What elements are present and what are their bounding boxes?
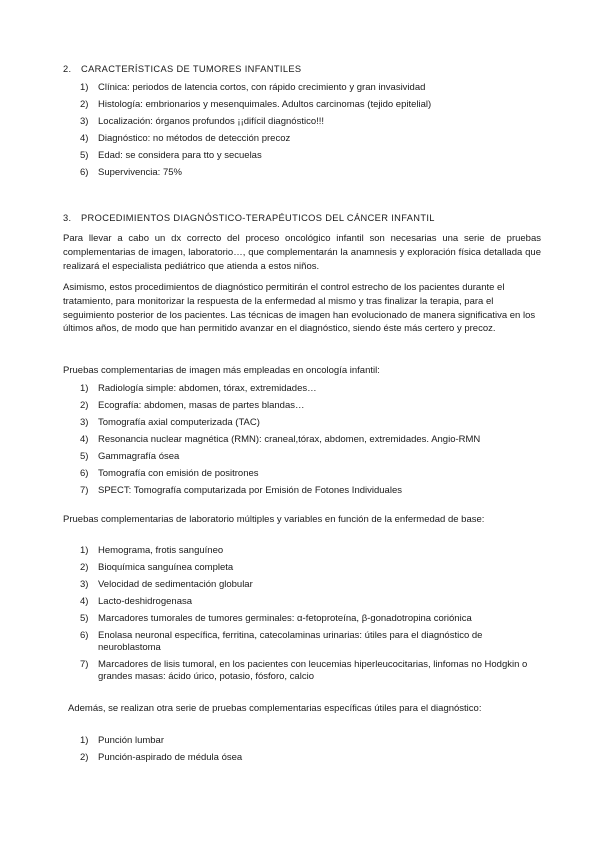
list-item: 5) Edad: se considera para tto y secuelas (80, 150, 262, 161)
list-item: 2) Ecografía: abdomen, masas de partes blandas… (80, 400, 305, 411)
other-tests-intro: Además, se realizan otra serie de pruebas complementarias específicas útiles para el diagnóstico: (68, 703, 482, 714)
paragraph: Asimismo, estos procedimientos de diagnóstico permitirán el control estrecho de los pacientes durante el tratamiento, para monitorizar la respuesta de la enfermedad al mismo y tras finalizar la terapia, para el seguimiento posterior de los pacientes. Las técnicas de imagen han evolucionado de manera significativa en los últimos años, de modo que han permitido avanzar en el diagnóstico, siendo éste más certero y precoz. (63, 282, 536, 335)
imaging-intro: Pruebas complementarias de imagen más empleadas en oncología infantil: (63, 365, 380, 376)
list-item: 1) Hemograma, frotis sanguíneo (80, 545, 224, 556)
section-3-heading (63, 213, 435, 223)
intro-paragraph: Para llevar a cabo un dx correcto del proceso oncológico infantil son necesarias una serie de pruebas complementarias de imagen, laboratorio…, que complementarán la anamnesis y exploración física detallada que realizará el especialista pediátrico que atienda a estos niños. (63, 233, 541, 272)
section-number: 2. (63, 64, 72, 74)
imaging-tests-list (0, 383, 548, 502)
lab-intro: Pruebas complementarias de laboratorio múltiples y variables en función de la enfermedad de base: (63, 514, 485, 525)
list-item: 4) Resonancia nuclear magnética (RMN): craneal,tórax, abdomen, extremidades. Angio-RMN (80, 434, 481, 445)
list-item: 3) Tomografía axial computerizada (TAC) (80, 417, 260, 428)
list-item: 4) Diagnóstico: no métodos de detección precoz (80, 133, 291, 144)
list-item: 3) Localización: órganos profundos ¡¡difícil diagnóstico!!! (80, 116, 325, 127)
list-item: 1) Clínica: periodos de latencia cortos, con rápido crecimiento y gran invasividad (80, 82, 426, 93)
section-title: PROCEDIMIENTOS DIAGNÓSTICO-TERAPÉUTICOS DEL CÁNCER INFANTIL (81, 213, 435, 223)
section-2-heading (63, 64, 301, 74)
lab-tests-list (0, 545, 548, 688)
list-item: 1) Radiología simple: abdomen, tórax, extremidades… (80, 383, 317, 394)
section-number: 3. (63, 213, 72, 223)
list-item: 7) SPECT: Tomografía computarizada por Emisión de Fotones Individuales (80, 485, 402, 496)
characteristics-list (0, 82, 548, 184)
list-item: 2) Bioquímica sanguínea completa (80, 562, 234, 573)
list-item: 2) Punción-aspirado de médula ósea (80, 752, 243, 763)
section-title: CARACTERÍSTICAS DE TUMORES INFANTILES (81, 64, 302, 74)
list-item: 7) Marcadores de lisis tumoral, en los pacientes con leucemias hiperleucocitarias, linfomas no Hodgkin o grandes masas: ácido úrico, potasio, fósforo, calcio (80, 659, 528, 682)
list-item: 2) Histología: embrionarios y mesenquimales. Adultos carcinomas (tejido epitelial) (80, 99, 432, 110)
list-item: 4) Lacto-deshidrogenasa (80, 596, 193, 607)
list-item: 3) Velocidad de sedimentación globular (80, 579, 253, 590)
list-item: 6) Tomografía con emisión de positrones (80, 468, 259, 479)
list-item: 5) Gammagrafía ósea (80, 451, 180, 462)
list-item: 6) Supervivencia: 75% (80, 167, 182, 178)
list-item: 6) Enolasa neuronal específica, ferritina, catecolaminas urinarias: útiles para el diagnóstico de neuroblastoma (80, 630, 483, 653)
list-item: 5) Marcadores tumorales de tumores germinales: α-fetoproteína, β-gonadotropina coriónica (80, 613, 472, 624)
other-tests-list (0, 735, 548, 769)
list-item: 1) Punción lumbar (80, 735, 165, 746)
